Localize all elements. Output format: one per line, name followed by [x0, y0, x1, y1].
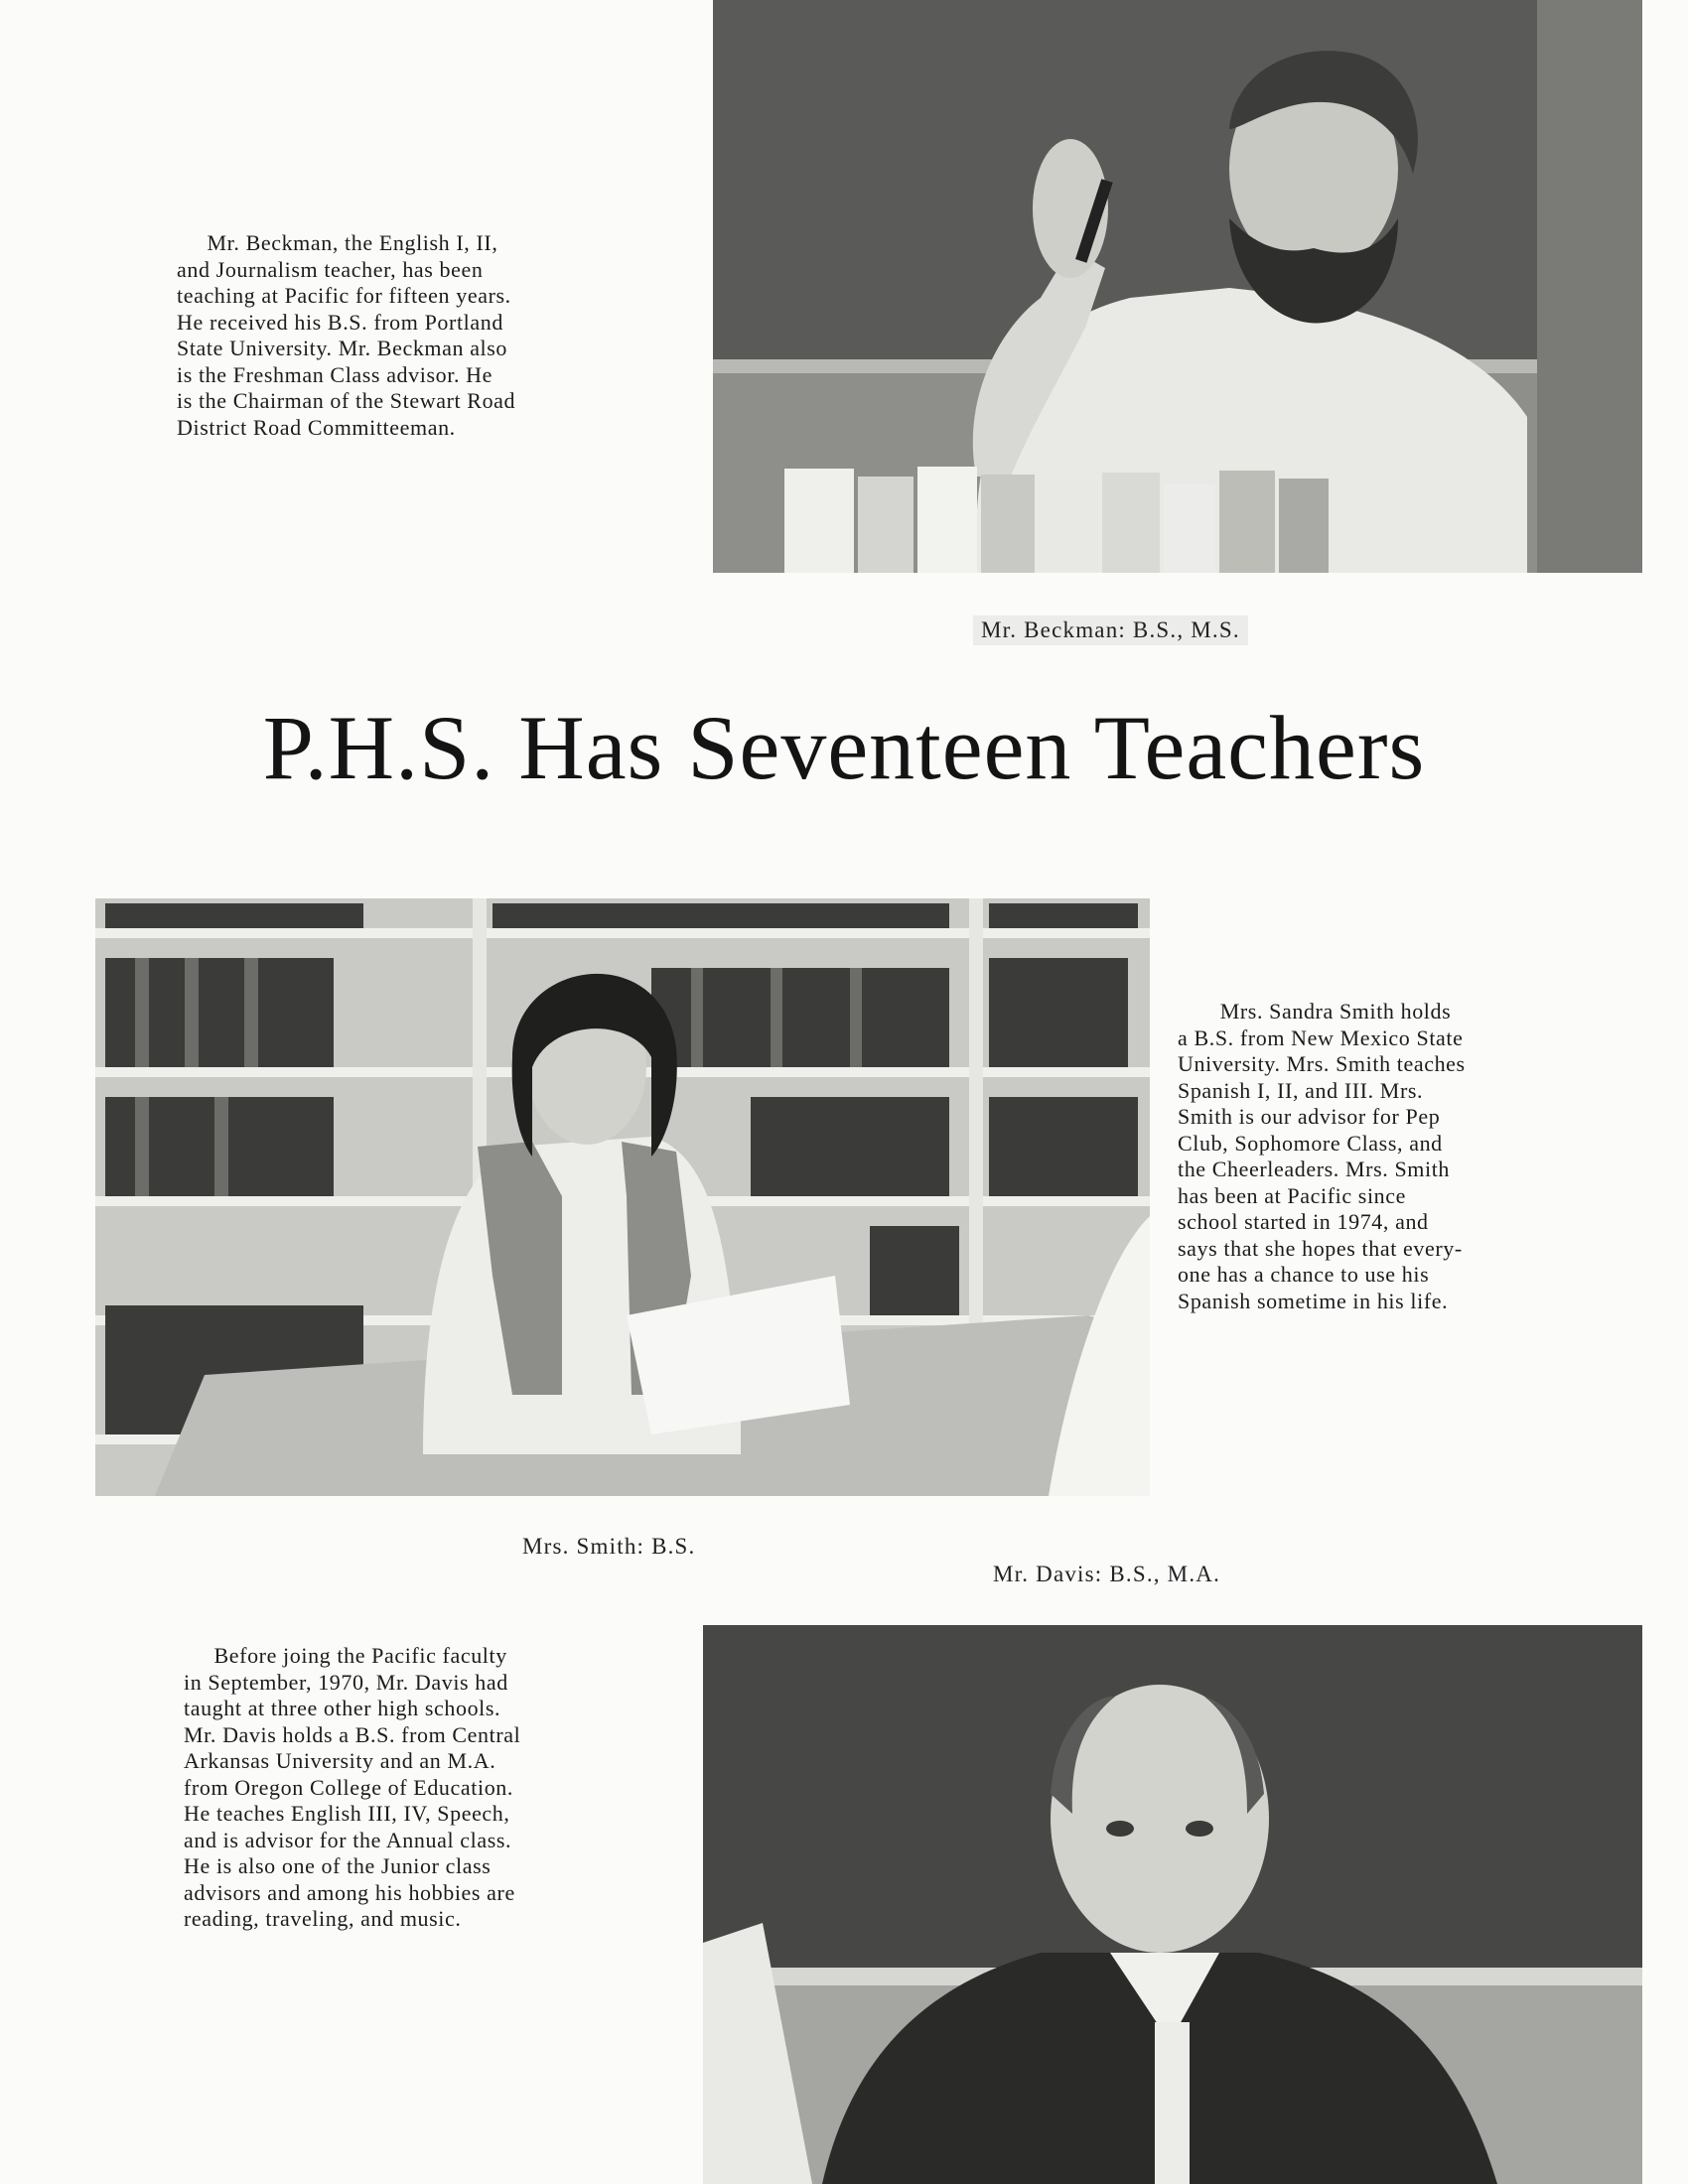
teacher-seated-icon	[703, 1625, 1642, 2184]
davis-caption: Mr. Davis: B.S., M.A.	[993, 1562, 1221, 1586]
davis-bio-paragraph: Before joing the Pacific faculty in September, 1970, Mr. Davis had taught at three other high schools. Mr. Davis holds a B.S. from Central Arkansas University and an M.A. from Oregon College of Education. He teaches English III, IV, Speech, and is advisor for the Annual class. He is also one of the Junior class advisors and among his hobbies are reading, traveling, and music.	[184, 1643, 521, 1931]
beckman-bio-paragraph: Mr. Beckman, the English I, II, and Journalism teacher, has been teaching at Pacific for fifteen years. He received his B.S. from Portland State University. Mr. Beckman also is the Freshman Class advisor. He is the Chairman of the Stewart Road District Road Committeeman.	[177, 230, 516, 440]
beckman-caption: Mr. Beckman: B.S., M.S.	[973, 615, 1248, 645]
davis-photo	[703, 1625, 1642, 2184]
beckman-photo	[713, 0, 1642, 573]
smith-bio-paragraph: Mrs. Sandra Smith holds a B.S. from New Mexico State University. Mrs. Smith teaches Spanish I, II, and III. Mrs. Smith is our advisor for Pep Club, Sophomore Class, and the Cheerleaders. Mrs. Smith has been at Pacific since school started in 1974, and says that she hopes that every- one has a chance to use his Spanish sometime in his life.	[1178, 999, 1466, 1313]
teacher-in-library-icon	[95, 898, 1150, 1496]
smith-caption: Mrs. Smith: B.S.	[522, 1534, 696, 1559]
smith-photo	[95, 898, 1150, 1496]
teacher-gesturing-icon	[713, 0, 1642, 573]
page-title: P.H.S. Has Seventeen Teachers	[262, 697, 1426, 798]
